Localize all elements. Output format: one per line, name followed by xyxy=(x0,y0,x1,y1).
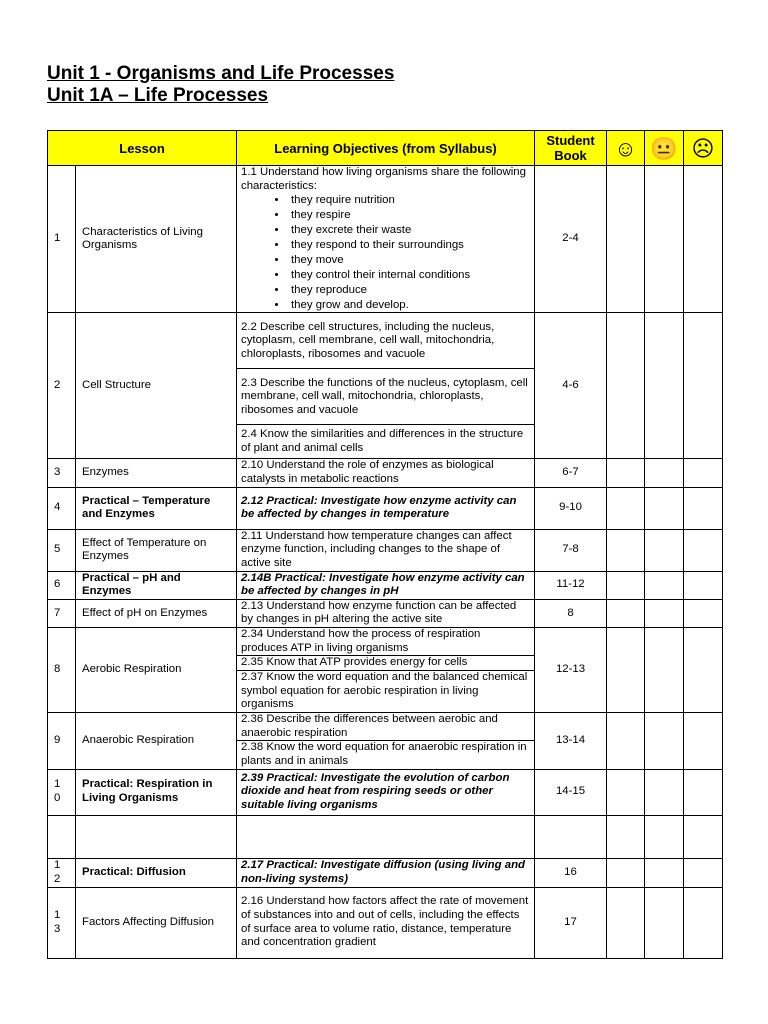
student-book-pages: 13-14 xyxy=(535,713,607,769)
lesson-number xyxy=(48,887,76,958)
objective-cell xyxy=(237,166,535,313)
objective-cell: 2.39 Practical: Investigate the evolution of carbon dioxide and heat from respiring seeds or other suitable living organisms xyxy=(237,769,535,815)
student-book-pages: 16 xyxy=(535,858,607,887)
student-book-pages: 2-4 xyxy=(535,166,607,313)
lesson-number-digit: 3 xyxy=(54,922,61,935)
table-row xyxy=(48,713,723,741)
empty-cell xyxy=(48,815,76,858)
lesson-name: Practical – Temperature and Enzymes xyxy=(76,487,237,529)
lesson-number xyxy=(48,769,76,815)
lesson-number-digit: 1 xyxy=(54,908,61,921)
table-row xyxy=(48,487,723,529)
table-row xyxy=(48,628,723,656)
table-row xyxy=(48,887,723,958)
lesson-name: Effect of Temperature on Enzymes xyxy=(76,529,237,571)
objective-cell: 2.35 Know that ATP provides energy for cells xyxy=(237,656,535,671)
lesson-number-digit: 0 xyxy=(54,792,61,805)
list-item: • they respire xyxy=(288,208,530,223)
objective-cell: 2.38 Know the word equation for anaerobic respiration in plants and in animals xyxy=(237,741,535,769)
lesson-name: Practical – pH and Enzymes xyxy=(76,571,237,599)
student-book-pages: 12-13 xyxy=(535,628,607,713)
objective-cell: 2.17 Practical: Investigate diffusion (using living and non-living systems) xyxy=(237,858,535,887)
student-book-pages: 14-15 xyxy=(535,769,607,815)
rating-sad-cell[interactable] xyxy=(684,487,723,529)
happy-face-icon: ☺ xyxy=(607,131,645,166)
rating-neutral-cell[interactable] xyxy=(645,529,684,571)
rating-happy-cell[interactable] xyxy=(607,887,645,958)
rating-happy-cell[interactable] xyxy=(607,769,645,815)
rating-sad-cell[interactable] xyxy=(684,769,723,815)
list-item: • they control their internal conditions xyxy=(288,268,530,283)
lesson-number: 2 xyxy=(48,313,76,459)
lesson-name: Practical: Diffusion xyxy=(76,858,237,887)
table-row xyxy=(48,459,723,487)
rating-neutral-cell[interactable] xyxy=(645,487,684,529)
empty-table-row xyxy=(48,815,723,858)
rating-neutral-cell[interactable] xyxy=(645,599,684,627)
header-objectives: Learning Objectives (from Syllabus) xyxy=(237,131,535,166)
rating-happy-cell[interactable] xyxy=(607,628,645,713)
subunit-title: Unit 1A – Life Processes xyxy=(47,85,269,106)
rating-happy-cell[interactable] xyxy=(607,313,645,459)
empty-cell xyxy=(237,815,535,858)
table-row xyxy=(48,571,723,599)
table-row xyxy=(48,599,723,627)
lesson-number: 8 xyxy=(48,628,76,713)
lesson-name: Cell Structure xyxy=(76,313,237,459)
empty-cell xyxy=(535,815,607,858)
rating-happy-cell[interactable] xyxy=(607,487,645,529)
lesson-name: Anaerobic Respiration xyxy=(76,713,237,769)
rating-neutral-cell[interactable] xyxy=(645,313,684,459)
rating-neutral-cell[interactable] xyxy=(645,571,684,599)
lesson-name: Factors Affecting Diffusion xyxy=(76,887,237,958)
sad-face-icon: ☹ xyxy=(684,131,723,166)
rating-sad-cell[interactable] xyxy=(684,599,723,627)
list-item: • they require nutrition xyxy=(288,193,530,208)
rating-sad-cell[interactable] xyxy=(684,166,723,313)
lesson-name: Practical: Respiration in Living Organisms xyxy=(76,769,237,815)
student-book-pages: 11-12 xyxy=(535,571,607,599)
student-book-pages: 4-6 xyxy=(535,313,607,459)
objective-cell: 2.37 Know the word equation and the balanced chemical symbol equation for aerobic respiration in living organisms xyxy=(237,671,535,713)
lesson-number: 6 xyxy=(48,571,76,599)
lesson-number-digit: 1 xyxy=(54,778,61,791)
objective-cell: 2.16 Understand how factors affect the rate of movement of substances into and out of cells, including the effects of surface area to volume ratio, distance, temperature and concentration gradient xyxy=(237,887,535,958)
list-item: • they reproduce xyxy=(288,283,530,298)
student-book-pages: 7-8 xyxy=(535,529,607,571)
unit-title: Unit 1 - Organisms and Life Processes xyxy=(47,63,395,84)
student-book-pages: 8 xyxy=(535,599,607,627)
lesson-number: 7 xyxy=(48,599,76,627)
rating-sad-cell[interactable] xyxy=(684,628,723,713)
table-row xyxy=(48,769,723,815)
rating-sad-cell[interactable] xyxy=(684,713,723,769)
lesson-number-digit: 1 xyxy=(54,858,61,871)
rating-neutral-cell[interactable] xyxy=(645,459,684,487)
lesson-number: 5 xyxy=(48,529,76,571)
lesson-number-digit: 2 xyxy=(54,872,61,885)
lesson-number: 9 xyxy=(48,713,76,769)
rating-neutral-cell[interactable] xyxy=(645,769,684,815)
objective-intro: 1.1 Understand how living organisms share the following characteristics: xyxy=(241,166,526,192)
table-row xyxy=(48,529,723,571)
rating-happy-cell[interactable] xyxy=(607,599,645,627)
table-row xyxy=(48,313,723,369)
lesson-table xyxy=(47,130,723,959)
objective-cell: 2.4 Know the similarities and differences in the structure of plant and animal cells xyxy=(237,425,535,459)
list-item: • they excrete their waste xyxy=(288,223,530,238)
rating-happy-cell[interactable] xyxy=(607,529,645,571)
rating-happy-cell[interactable] xyxy=(607,571,645,599)
empty-cell xyxy=(607,815,645,858)
lesson-number xyxy=(48,858,76,887)
rating-sad-cell[interactable] xyxy=(684,459,723,487)
document-titles xyxy=(47,63,394,107)
objective-cell: 2.3 Describe the functions of the nucleus, cytoplasm, cell membrane, cell wall, mitochondria, chloroplasts, ribosomes and vacuole xyxy=(237,369,535,425)
objective-cell: 2.10 Understand the role of enzymes as biological catalysts in metabolic reactions xyxy=(237,459,535,487)
lesson-name: Aerobic Respiration xyxy=(76,628,237,713)
objective-cell: 2.2 Describe cell structures, including the nucleus, cytoplasm, cell membrane, cell wall, mitochondria, chloroplasts, ribosomes and vacuole xyxy=(237,313,535,369)
lesson-number: 4 xyxy=(48,487,76,529)
empty-cell xyxy=(684,815,723,858)
rating-happy-cell[interactable] xyxy=(607,713,645,769)
table-row xyxy=(48,166,723,313)
lesson-number: 3 xyxy=(48,459,76,487)
table-row xyxy=(48,858,723,887)
lesson-name: Enzymes xyxy=(76,459,237,487)
header-student-book: Student Book xyxy=(535,131,607,166)
list-item: • they respond to their surroundings xyxy=(288,238,530,253)
empty-cell xyxy=(76,815,237,858)
rating-neutral-cell[interactable] xyxy=(645,858,684,887)
rating-sad-cell[interactable] xyxy=(684,529,723,571)
student-book-pages: 6-7 xyxy=(535,459,607,487)
rating-neutral-cell[interactable] xyxy=(645,713,684,769)
rating-happy-cell[interactable] xyxy=(607,858,645,887)
list-item: • they grow and develop. xyxy=(288,298,530,313)
student-book-pages: 17 xyxy=(535,887,607,958)
empty-cell xyxy=(645,815,684,858)
objective-cell: 2.34 Understand how the process of respiration produces ATP in living organisms xyxy=(237,628,535,656)
student-book-pages: 9-10 xyxy=(535,487,607,529)
rating-happy-cell[interactable] xyxy=(607,459,645,487)
rating-neutral-cell[interactable] xyxy=(645,887,684,958)
table-header-row xyxy=(48,131,723,166)
rating-neutral-cell[interactable] xyxy=(645,628,684,713)
rating-sad-cell[interactable] xyxy=(684,571,723,599)
lesson-number: 1 xyxy=(48,166,76,313)
rating-happy-cell[interactable] xyxy=(607,166,645,313)
rating-neutral-cell[interactable] xyxy=(645,166,684,313)
lesson-name: Effect of pH on Enzymes xyxy=(76,599,237,627)
rating-sad-cell[interactable] xyxy=(684,313,723,459)
objective-cell: 2.13 Understand how enzyme function can be affected by changes in pH altering the active site xyxy=(237,599,535,627)
characteristics-list xyxy=(241,193,530,312)
rating-sad-cell[interactable] xyxy=(684,858,723,887)
objective-cell: 2.11 Understand how temperature changes can affect enzyme function, including changes to the shape of active site xyxy=(237,529,535,571)
list-item: • they move xyxy=(288,253,530,268)
rating-sad-cell[interactable] xyxy=(684,887,723,958)
objective-cell: 2.14B Practical: Investigate how enzyme activity can be affected by changes in pH xyxy=(237,571,535,599)
header-lesson: Lesson xyxy=(48,131,237,166)
objective-cell: 2.36 Describe the differences between aerobic and anaerobic respiration xyxy=(237,713,535,741)
lesson-name: Characteristics of Living Organisms xyxy=(76,166,237,313)
objective-cell: 2.12 Practical: Investigate how enzyme activity can be affected by changes in temperature xyxy=(237,487,535,529)
neutral-face-icon: 😐 xyxy=(645,131,684,166)
